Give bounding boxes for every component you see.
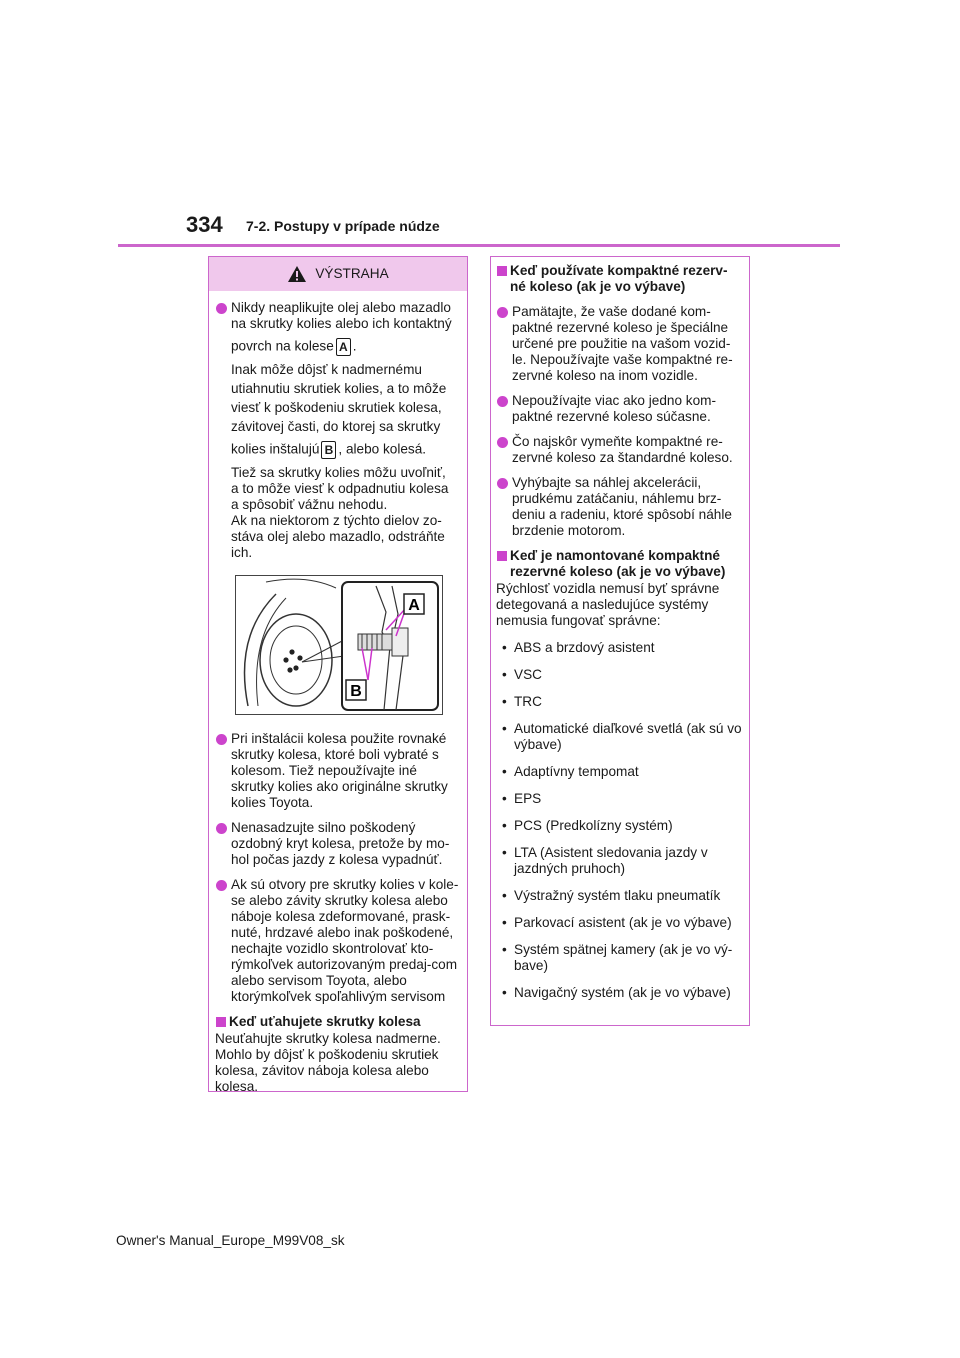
square-bullet-icon <box>216 1017 226 1027</box>
list-item: • EPS <box>502 791 542 806</box>
warning-item-same-bolts <box>215 731 459 811</box>
wheel-bolt-diagram <box>236 576 442 714</box>
spare-item-avoid <box>496 475 743 539</box>
list-item-text: Parkovací asistent (ak je vo výbave) <box>514 915 732 930</box>
label-b-icon: B <box>321 441 336 459</box>
warning-header <box>209 257 467 291</box>
warning-item-damaged-holes <box>215 877 459 1005</box>
list-item-text: VSC <box>514 667 542 682</box>
square-bullet-icon <box>497 551 507 561</box>
list-item: • ABS a brzdový asistent <box>502 640 655 655</box>
list-item: • Navigačný systém (ak je vo výbave) <box>502 985 731 1000</box>
list-item: • VSC <box>502 667 542 682</box>
text-line: kolies inštalujú <box>231 441 320 457</box>
text-line: Inak môže dôjsť k nadmernému <box>231 362 422 377</box>
bullet-icon <box>497 307 508 318</box>
subheading-tightening <box>215 1014 459 1030</box>
label-a-icon: A <box>336 338 351 356</box>
subheading-using-spare <box>496 263 743 295</box>
warning-box <box>208 256 468 1092</box>
list-item: • Výstražný systém tlaku pneumatík <box>502 888 721 903</box>
bullet-icon <box>216 823 227 834</box>
footer-text: Owner's Manual_Europe_M99V08_sk <box>116 1233 345 1248</box>
list-item-text: Navigačný systém (ak je vo výbave) <box>514 985 731 1000</box>
list-item: • Systém spätnej kamery (ak je vo vý-bave) <box>496 942 743 974</box>
text-line: na skrutky kolies alebo ich kontaktný <box>231 316 452 331</box>
list-item-text: EPS <box>514 791 542 806</box>
list-item-text: Výstražný systém tlaku pneumatík <box>514 888 721 903</box>
bullet-icon <box>216 734 227 745</box>
subheading-text: Keď používate kompaktné rezerv-né koleso (ak je vo výbave) <box>510 263 728 294</box>
text-paragraph: Nenasadzujte silno poškodený ozdobný kryt kolesa, pretože by mo-hol počas jazdy z kolesa vypadnúť. <box>231 820 450 867</box>
list-item-text: Systém spätnej kamery (ak je vo vý-bave) <box>514 942 733 973</box>
spare-item-specific <box>496 304 743 384</box>
bullet-icon <box>216 880 227 891</box>
spare-item-one-only <box>496 393 743 425</box>
list-item-text: TRC <box>514 694 542 709</box>
subheading-text: Keď uťahujete skrutky kolesa <box>229 1014 421 1029</box>
list-item-text: PCS (Predkolízny systém) <box>514 818 673 833</box>
text-paragraph: Nepoužívajte viac ako jedno kom-paktné rezervné koleso súčasne. <box>512 393 717 424</box>
text-paragraph: Neuťahujte skrutky kolesa nadmerne. Mohlo by dôjsť k poškodeniu skrutiek kolesa, závitov nábojа kolesa alebo kolesa. <box>215 1031 441 1094</box>
list-item-text: ABS a brzdový asistent <box>514 640 655 655</box>
list-item: • PCS (Predkolízny systém) <box>502 818 673 833</box>
warning-triangle-icon <box>287 265 307 283</box>
spare-item-replace <box>496 434 743 466</box>
header-rule <box>118 244 840 247</box>
warning-title: VÝSTRAHA <box>315 266 389 281</box>
list-item: • TRC <box>502 694 542 709</box>
text-line: , alebo kolesá. <box>338 441 427 457</box>
list-item: • LTA (Asistent sledovania jazdy v jazdných pruhoch) <box>496 845 743 877</box>
text-line: Ak na niektorom z týchto dielov zo- <box>231 513 442 528</box>
text-paragraph: Ak sú otvory pre skrutky kolies v kole-se alebo závity skrutky kolesa alebo náboje kolesa zdeformované, prask-nuté, hrdzavé alebo inak poškodené, nechajte vozidlo skontrolovať kto-rýmkoľvek autorizovaným predaj-com alebo servisom Toyota, alebo ktorýmkoľvek spoľahlivým servisom <box>231 877 459 1004</box>
text-paragraph: Vyhýbajte sa náhlej akcelerácii, prudkému zatáčaniu, náhlemu brz-deniu a radeniu, ktoré spôsobí náhle brzdenie motorom. <box>512 475 732 538</box>
list-item: • Adaptívny tempomat <box>502 764 639 779</box>
diagram-label-a: A <box>408 597 420 614</box>
text-line: Tiež sa skrutky kolies môžu uvoľniť, <box>231 465 446 480</box>
list-item: • Parkovací asistent (ak je vo výbave) <box>502 915 732 930</box>
square-bullet-icon <box>497 266 507 276</box>
text-line: stáva olej alebo mazadlo, odstráňte <box>231 529 445 544</box>
text-line: a spôsobiť vážnu nehodu. <box>231 497 388 512</box>
text-paragraph: Čo najskôr vymeňte kompaktné re-zervné koleso za štandardné koleso. <box>512 434 733 465</box>
text-paragraph: Pri inštalácii kolesa použite rovnaké skrutky kolesa, ktoré boli vybraté s kolesom. Tiež nepoužívajte iné skrutky kolies ako originálne skrutky kolies Toyota. <box>231 731 448 810</box>
warning-item-wheel-cover <box>215 820 459 868</box>
compact-spare-box <box>490 256 750 1026</box>
text-paragraph: Rýchlosť vozidla nemusí byť správne detegovaná a nasledujúce systémy nemusia fungovať správne: <box>496 581 720 628</box>
list-item-text: Adaptívny tempomat <box>514 764 639 779</box>
list-item-text: LTA (Asistent sledovania jazdy v jazdných pruhoch) <box>514 845 708 876</box>
list-item: • Automatické diaľkové svetlá (ak sú vo výbave) <box>502 721 742 752</box>
warning-item-oil <box>215 300 459 561</box>
text-line: utiahnutiu skrutiek kolies, a to môže <box>231 381 447 396</box>
text-line: ich. <box>231 545 253 560</box>
text-paragraph: Pamätajte, že vaše dodané kom-paktné rezervné koleso je špeciálne určené pre použitie na vašom vozid-le. Nepoužívajte vaše kompaktné re-zervné koleso na inom vozidle. <box>512 304 733 383</box>
text-line: . <box>352 338 357 354</box>
bullet-icon <box>497 396 508 407</box>
bullet-icon <box>497 437 508 448</box>
text-line: a to môže viesť k odpadnutiu kolesa <box>231 481 449 496</box>
bullet-icon <box>497 478 508 489</box>
subheading-installed-spare <box>496 548 743 580</box>
bullet-icon <box>216 303 227 314</box>
section-title: 7-2. Postupy v prípade núdze <box>246 218 440 234</box>
text-line: Nikdy neaplikujte olej alebo mazadlo <box>231 300 451 315</box>
list-item-text: Automatické diaľkové svetlá (ak sú vo výbave) <box>514 721 742 752</box>
diagram-label-b: B <box>350 683 362 700</box>
wheel-bolt-illustration <box>235 575 443 715</box>
page-number: 334 <box>186 212 223 237</box>
subheading-text: Keď je namontované kompaktné rezervné koleso (ak je vo výbave) <box>510 548 726 579</box>
text-line: povrch na kolese <box>231 338 334 354</box>
text-line: závitovej časti, do ktorej sa skrutky <box>231 419 441 434</box>
text-line: viesť k poškodeniu skrutiek kolesa, <box>231 400 442 415</box>
